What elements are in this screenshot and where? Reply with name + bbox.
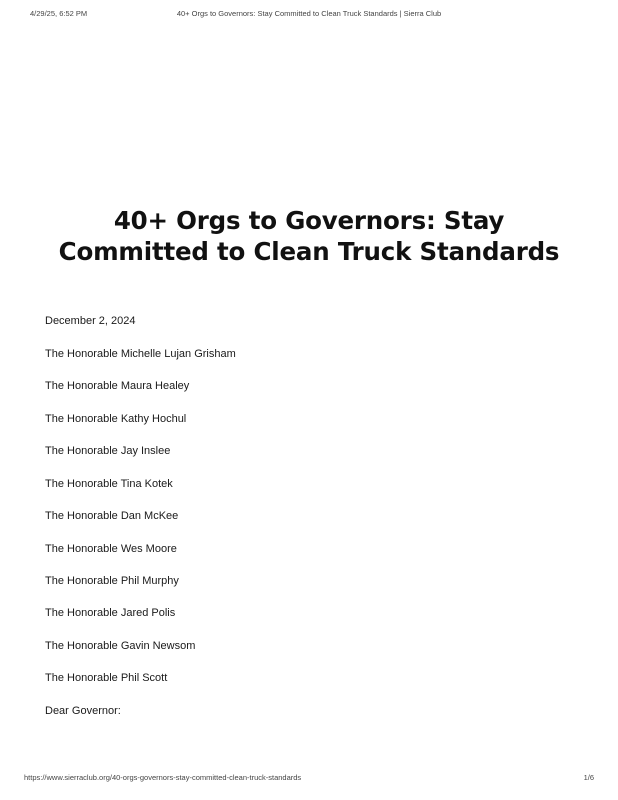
headline-line-2: Committed to Clean Truck Standards xyxy=(58,237,560,266)
recipient-line: The Honorable Phil Murphy xyxy=(45,575,179,587)
recipient-line: The Honorable Maura Healey xyxy=(45,380,190,392)
letter-salutation: Dear Governor: xyxy=(45,705,121,717)
recipient-line: The Honorable Wes Moore xyxy=(45,543,177,555)
recipient-line: The Honorable Gavin Newsom xyxy=(45,640,196,652)
print-datetime: 4/29/25, 6:52 PM xyxy=(30,9,88,18)
print-footer xyxy=(0,773,618,785)
recipient-line: The Honorable Michelle Lujan Grisham xyxy=(45,348,236,360)
headline-line-1: 40+ Orgs to Governors: Stay xyxy=(113,206,505,235)
recipient-line: The Honorable Tina Kotek xyxy=(45,478,173,490)
print-page-title: 40+ Orgs to Governors: Stay Committed to Clean Truck Standards | Sierra Club xyxy=(176,9,442,18)
recipient-line: The Honorable Kathy Hochul xyxy=(45,413,187,425)
recipient-line: The Honorable Jay Inslee xyxy=(45,445,171,457)
print-header xyxy=(0,9,618,21)
print-url: https://www.sierraclub.org/40-orgs-governors-stay-committed-clean-truck-standards xyxy=(24,773,302,782)
letter-date: December 2, 2024 xyxy=(45,315,136,327)
article-headline xyxy=(30,205,588,267)
recipient-line: The Honorable Jared Polis xyxy=(45,607,176,619)
recipient-line: The Honorable Phil Scott xyxy=(45,672,168,684)
recipient-line: The Honorable Dan McKee xyxy=(45,510,179,522)
print-page-number: 1/6 xyxy=(583,773,594,782)
